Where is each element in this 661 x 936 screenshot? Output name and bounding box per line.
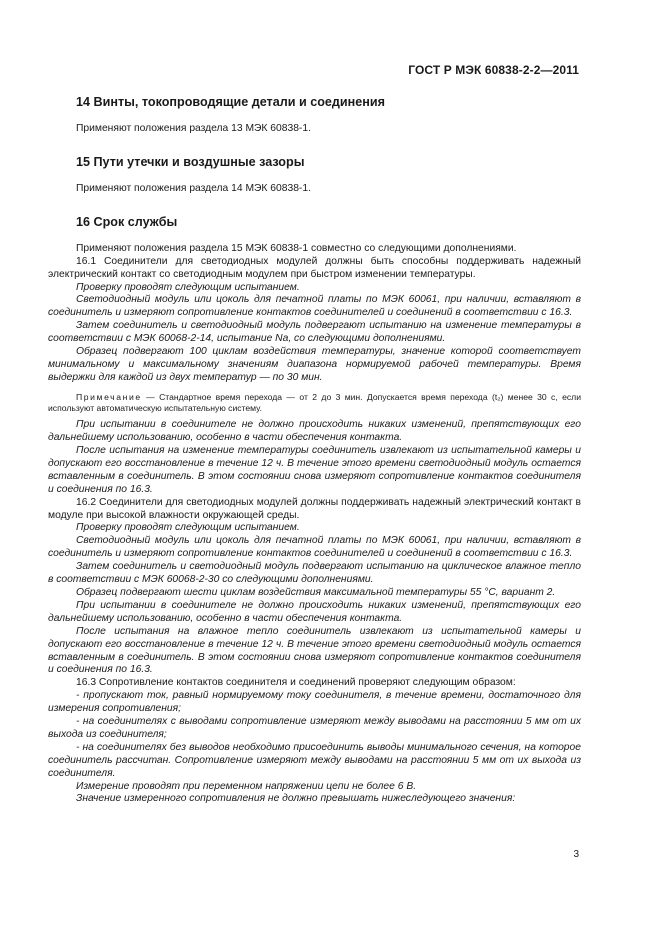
paragraph: После испытания на влажное тепло соединитель извлекают из испытательной камеры и допускают его восстановление в течение 12 ч. В течение этого времени светодиодный модуль остается вставленным в соединитель. В этом состоянии снова измеряют сопротивление контактов соединителя и соединения по 16.3. xyxy=(48,625,581,676)
note-text: — Стандартное время перехода — от 2 до 3 мин. Допускается время перехода (t₂) менее 30 с, если используют автоматическую испытательную систему. xyxy=(48,391,581,413)
paragraph: Проверку проводят следующим испытанием. xyxy=(76,522,300,534)
section-14-heading: 14 Винты, токопроводящие детали и соединения xyxy=(76,95,385,109)
paragraph: После испытания на изменение температуры соединитель извлекают из испытательной камеры и допускают его восстановление в течение 12 ч. В течение этого времени светодиодный модуль остается вставленным в соединитель. В этом состоянии снова измеряют сопротивление контактов соединителя и соединения по 16.3. xyxy=(48,445,581,495)
paragraph: Светодиодный модуль или цоколь для печатной платы по МЭК 60061, при наличии, вставляют в соединитель и измеряют сопротивление контактов соединителей и соединений в соответствии с 16.3. xyxy=(48,294,581,319)
clause-16-1: 16.1 Соединители для светодиодных модулей должны быть способны поддерживать надежный электрический контакт со светодиодным модулем при быстром изменении температуры. xyxy=(48,255,581,280)
page-content xyxy=(48,92,581,806)
paragraph: Образец подвергают шести циклам воздействия максимальной температуры 55 °С, вариант 2. xyxy=(76,586,556,598)
paragraph: Затем соединитель и светодиодный модуль подвергают испытанию на циклическое влажное тепло в соответствии с МЭК 60068-2-30 со следующими дополнениями. xyxy=(48,561,581,586)
section-15-heading: 15 Пути утечки и воздушные зазоры xyxy=(76,154,305,169)
clause-16-2: 16.2 Соединители для светодиодных модулей должны поддерживать надежный электрический контакт в модуле при высокой влажности окружающей среды. xyxy=(48,496,581,521)
list-item: - на соединителях без выводов необходимо присоединить выводы минимального сечения, на которое соединитель рассчитан. Сопротивление измеряют между выводами на расстоянии 5 мм от их выхода из соединителя. xyxy=(48,741,581,779)
paragraph: Затем соединитель и светодиодный модуль подвергают испытанию на изменение температуры в соответствии с МЭК 60068-2-14, испытание Na, со следующими дополнениями. xyxy=(48,320,581,345)
section-14-text: Применяют положения раздела 13 МЭК 60838-1. xyxy=(76,123,311,134)
paragraph: Проверку проводят следующим испытанием. xyxy=(76,281,300,293)
paragraph: Значение измеренного сопротивления не должно превышать нижеследующего значения: xyxy=(76,793,516,805)
section-16-heading: 16 Срок службы xyxy=(76,214,178,229)
paragraph: Светодиодный модуль или цоколь для печатной платы по МЭК 60061, при наличии, вставляют в соединитель и измеряют сопротивление контактов соединителей и соединений в соответствии с 16.3. xyxy=(48,535,581,560)
clause-16-3: 16.3 Сопротивление контактов соединителя и соединений проверяют следующим образом: xyxy=(76,677,516,689)
paragraph: Применяют положения раздела 15 МЭК 60838-1 совместно со следующими дополнениями. xyxy=(76,242,517,254)
document-id-header: ГОСТ Р МЭК 60838-2-2—2011 xyxy=(408,63,579,77)
note-label: Примечание xyxy=(76,391,142,402)
list-item: - на соединителях с выводами сопротивление измеряют между выводами на расстоянии 5 мм от их выхода из соединителя; xyxy=(48,716,581,740)
paragraph: Образец подвергают 100 циклам воздействия температуры, значение которой соответствует минимальному и максимальному значениям диапазона нормируемой рабочей температуры. Время выдержки для каждой из двух температур — по 30 мин. xyxy=(48,346,581,383)
section-15-text: Применяют положения раздела 14 МЭК 60838-1. xyxy=(76,182,311,194)
list-item: - пропускают ток, равный нормируемому току соединителя, в течение времени, достаточного для измерения сопротивления; xyxy=(48,690,581,715)
page-number: 3 xyxy=(573,849,579,860)
paragraph: Измерение проводят при переменном напряжении цепи не более 6 В. xyxy=(76,780,417,792)
note xyxy=(48,392,581,414)
paragraph: При испытании в соединителе не должно происходить никаких изменений, препятствующих его дальнейшему использованию, особенно в части обеспечения контакта. xyxy=(48,599,581,624)
paragraph: При испытании в соединителе не должно происходить никаких изменений, препятствующих его дальнейшему использованию, особенно в части обеспечения контакта. xyxy=(48,419,581,444)
